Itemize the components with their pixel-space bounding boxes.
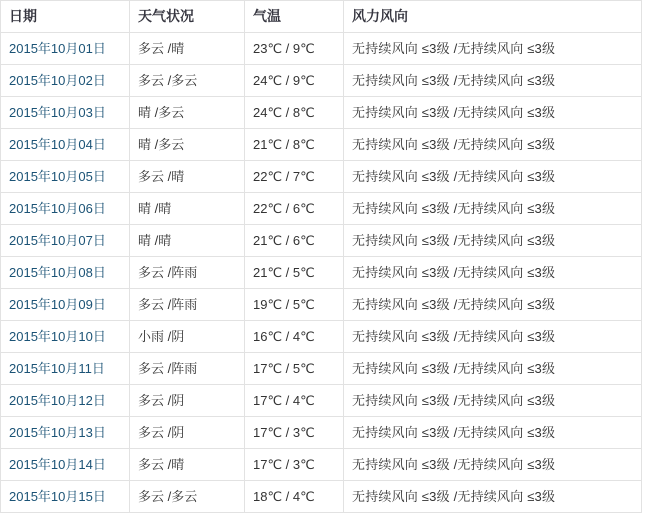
wind-cell: 无持续风向 ≤3级 /无持续风向 ≤3级 [344,481,642,513]
temperature-cell: 24℃ / 9℃ [245,65,344,97]
weather-cell: 小雨 /阴 [130,321,245,353]
wind-cell: 无持续风向 ≤3级 /无持续风向 ≤3级 [344,193,642,225]
table-row [1,449,642,481]
wind-cell: 无持续风向 ≤3级 /无持续风向 ≤3级 [344,97,642,129]
weather-cell: 晴 /多云 [130,129,245,161]
date-link[interactable]: 2015年10月05日 [9,169,106,184]
date-cell [1,289,130,321]
date-cell [1,257,130,289]
temperature-cell: 24℃ / 8℃ [245,97,344,129]
weather-cell: 晴 /晴 [130,225,245,257]
weather-cell: 多云 /阴 [130,417,245,449]
temperature-cell: 18℃ / 4℃ [245,481,344,513]
date-link[interactable]: 2015年10月14日 [9,457,106,472]
date-cell [1,161,130,193]
temperature-cell: 17℃ / 3℃ [245,417,344,449]
temperature-cell: 17℃ / 5℃ [245,353,344,385]
wind-cell: 无持续风向 ≤3级 /无持续风向 ≤3级 [344,257,642,289]
date-cell [1,321,130,353]
weather-cell: 多云 /阵雨 [130,289,245,321]
date-link[interactable]: 2015年10月09日 [9,297,106,312]
column-header-temp: 气温 [245,1,344,33]
table-row [1,161,642,193]
date-cell [1,417,130,449]
date-link[interactable]: 2015年10月08日 [9,265,106,280]
temperature-cell: 21℃ / 5℃ [245,257,344,289]
date-cell [1,385,130,417]
date-cell [1,33,130,65]
date-link[interactable]: 2015年10月15日 [9,489,106,504]
weather-cell: 多云 /多云 [130,65,245,97]
date-link[interactable]: 2015年10月01日 [9,41,106,56]
column-header-wind: 风力风向 [344,1,642,33]
wind-cell: 无持续风向 ≤3级 /无持续风向 ≤3级 [344,417,642,449]
column-header-weather: 天气状况 [130,1,245,33]
date-cell [1,193,130,225]
date-cell [1,353,130,385]
table-row [1,225,642,257]
temperature-cell: 21℃ / 6℃ [245,225,344,257]
table-row [1,385,642,417]
temperature-cell: 22℃ / 6℃ [245,193,344,225]
temperature-cell: 23℃ / 9℃ [245,33,344,65]
date-link[interactable]: 2015年10月02日 [9,73,106,88]
date-link[interactable]: 2015年10月10日 [9,329,106,344]
date-link[interactable]: 2015年10月11日 [9,361,105,376]
weather-cell: 多云 /阵雨 [130,353,245,385]
table-row [1,417,642,449]
wind-cell: 无持续风向 ≤3级 /无持续风向 ≤3级 [344,129,642,161]
temperature-cell: 16℃ / 4℃ [245,321,344,353]
date-cell [1,449,130,481]
table-row [1,257,642,289]
temperature-cell: 22℃ / 7℃ [245,161,344,193]
table-row [1,353,642,385]
date-link[interactable]: 2015年10月07日 [9,233,106,248]
date-link[interactable]: 2015年10月06日 [9,201,106,216]
table-row [1,321,642,353]
table-row [1,193,642,225]
wind-cell: 无持续风向 ≤3级 /无持续风向 ≤3级 [344,289,642,321]
date-link[interactable]: 2015年10月12日 [9,393,106,408]
weather-cell: 多云 /阵雨 [130,257,245,289]
temperature-cell: 21℃ / 8℃ [245,129,344,161]
wind-cell: 无持续风向 ≤3级 /无持续风向 ≤3级 [344,449,642,481]
header-row [1,1,642,33]
weather-cell: 多云 /多云 [130,481,245,513]
wind-cell: 无持续风向 ≤3级 /无持续风向 ≤3级 [344,161,642,193]
wind-cell: 无持续风向 ≤3级 /无持续风向 ≤3级 [344,225,642,257]
weather-cell: 多云 /阴 [130,385,245,417]
date-cell [1,97,130,129]
temperature-cell: 17℃ / 3℃ [245,449,344,481]
table-row [1,129,642,161]
date-cell [1,65,130,97]
date-cell [1,481,130,513]
temperature-cell: 19℃ / 5℃ [245,289,344,321]
temperature-cell: 17℃ / 4℃ [245,385,344,417]
weather-cell: 晴 /多云 [130,97,245,129]
table-row [1,481,642,513]
wind-cell: 无持续风向 ≤3级 /无持续风向 ≤3级 [344,385,642,417]
date-cell [1,225,130,257]
wind-cell: 无持续风向 ≤3级 /无持续风向 ≤3级 [344,353,642,385]
weather-cell: 晴 /晴 [130,193,245,225]
date-link[interactable]: 2015年10月13日 [9,425,106,440]
date-link[interactable]: 2015年10月03日 [9,105,106,120]
table-row [1,33,642,65]
wind-cell: 无持续风向 ≤3级 /无持续风向 ≤3级 [344,321,642,353]
weather-cell: 多云 /晴 [130,33,245,65]
wind-cell: 无持续风向 ≤3级 /无持续风向 ≤3级 [344,65,642,97]
column-header-date: 日期 [1,1,130,33]
date-cell [1,129,130,161]
table-row [1,97,642,129]
table-row [1,289,642,321]
weather-cell: 多云 /晴 [130,449,245,481]
table-row [1,65,642,97]
date-link[interactable]: 2015年10月04日 [9,137,106,152]
wind-cell: 无持续风向 ≤3级 /无持续风向 ≤3级 [344,33,642,65]
weather-cell: 多云 /晴 [130,161,245,193]
